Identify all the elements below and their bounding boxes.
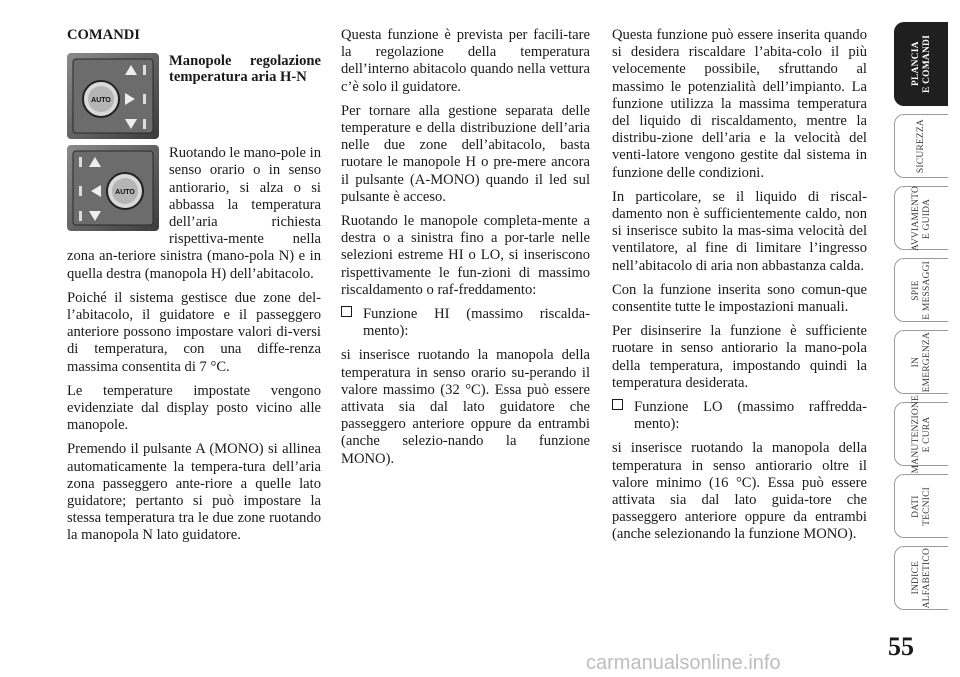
chapter-tab[interactable] [894, 22, 948, 106]
chapter-tab-label: SPIE E MESSAGGI [910, 260, 932, 320]
paragraph: si inserisce ruotando la manopola della temperatura in senso antiorario oltre il valore minimo (16 °C). Essa può essere attivata sia dal lato guida-tore che passeggero anteriore oppure da entrambi (anche selezionando la funzione MONO). [612, 440, 867, 543]
chapter-tab-label: DATI TECNICI [910, 486, 932, 526]
watermark: carmanualsonline.info [586, 652, 781, 674]
bullet-text: Funzione HI (massimo riscalda-mento): [363, 306, 590, 340]
checkbox-bullet-icon [341, 306, 363, 323]
chapter-tab[interactable] [894, 186, 948, 250]
column-2 [341, 27, 590, 475]
chapter-tab[interactable] [894, 546, 948, 610]
subtitle: Manopole regolazione temperatura aria H-N [169, 53, 321, 86]
chapter-tab[interactable] [894, 330, 948, 394]
column-1 [67, 27, 321, 552]
chapter-tab[interactable] [894, 258, 948, 322]
paragraph: si inserisce ruotando la manopola della temperatura in senso orario su-perando il valore massimo (32 °C). Essa può essere attivata sia dal lato guidatore che passeggero anteriore oppure da entrambi (anche selezio-nando la funzione MONO). [341, 347, 590, 467]
paragraph: Ruotando le mano-pole in senso orario o in senso antiorario, si alza o si abbassa la temperatura dell’aria richiesta rispettiva-mente nella zona an-teriore sinistra (mano-pola N) e in quella destra (manopola H) dell’abitacolo. [67, 145, 321, 282]
paragraph: Premendo il pulsante A (MONO) si allinea automaticamente la tempera-tura dell’aria zona passeggero ante-riore a quelle lato guidatore; pertanto si può impostare la stessa temperatura tra le due zone ruotando la manopola N lato guidatore. [67, 441, 321, 544]
chapter-tabs [894, 22, 948, 618]
chapter-tab[interactable] [894, 394, 948, 474]
paragraph: Per disinserire la funzione è sufficiente ruotare in senso antiorario la mano-pola della temperatura, impostando quindi la temperatura desiderata. [612, 323, 867, 391]
paragraph: Ruotando le manopole completa-mente a destra o a sinistra fino a por-tarle nelle selezioni estreme HI o LO, si inseriscono rispettivamente le fun-zioni di massimo riscaldamento o raf-freddamento: [341, 213, 590, 298]
paragraph: Questa funzione è prevista per facili-tare la regolazione della temperatura dell’interno abitacolo quando nella vettura c’è solo il guidatore. [341, 27, 590, 95]
section-heading: COMANDI [67, 27, 140, 43]
paragraph: Questa funzione può essere inserita quando si desidera riscaldare l’abita-colo il più velocemente possibile, sfruttando al massimo le potenzialità dell’impianto. La funzione utilizza la massima temperatura del liquido di riscaldamento, mentre la distribu-zione dell’aria e la velocità del venti-latore vengono gestite dal sistema in funzione delle condizioni. [612, 27, 867, 181]
chapter-tab-label: AVVIAMENTO E GUIDA [910, 185, 932, 251]
paragraph: Per tornare alla gestione separata delle temperature e della distribuzione dell’aria nelle due zone dell’abitacolo, basta ruotare le manopole H o pre-mere ancora il pulsante (A-MONO) quando il led sul pulsante è acceso. [341, 102, 590, 205]
chapter-tab-label: MANUTENZIONE E CURA [910, 394, 932, 474]
auto-label: AUTO [91, 97, 111, 105]
paragraph: Poiché il sistema gestisce due zone del-l’abitacolo, il guidatore e il passeggero anteriore possono impostare valori di-versi di temperatura, con una diffe-renza massima consentita di 7 °C. [67, 289, 321, 375]
column-3 [612, 27, 867, 551]
chapter-tab-label: PLANCIA E COMANDI [910, 34, 932, 93]
paragraph: In particolare, se il liquido di riscal-damento non è sufficientemente caldo, non si inserisce subito la mas-sima velocità del ventilatore, al fine di limitare l’ingresso nell’abitacolo di aria non abbastanza calda. [612, 188, 867, 274]
auto-label: AUTO [115, 189, 135, 197]
bullet-text: Funzione LO (massimo raffredda-mento): [634, 399, 867, 433]
bullet-item [341, 306, 590, 340]
climate-panel-left [67, 145, 159, 231]
chapter-tab[interactable] [894, 474, 948, 538]
paragraph: Le temperature impostate vengono evidenziate dal display posto vicino alle manopole. [67, 382, 321, 434]
chapter-tab-label: SICUREZZA [916, 118, 926, 174]
page-number: 55 [888, 632, 914, 661]
bullet-item [612, 399, 867, 433]
chapter-tab-label: IN EMERGENZA [910, 331, 932, 393]
chapter-tab[interactable] [894, 114, 948, 178]
chapter-tab-label: INDICE ALFABETICO [910, 547, 932, 609]
checkbox-bullet-icon [612, 399, 634, 416]
climate-panel-right [67, 53, 159, 139]
paragraph: Con la funzione inserita sono comun-que consentite tutte le impostazioni manuali. [612, 281, 867, 316]
